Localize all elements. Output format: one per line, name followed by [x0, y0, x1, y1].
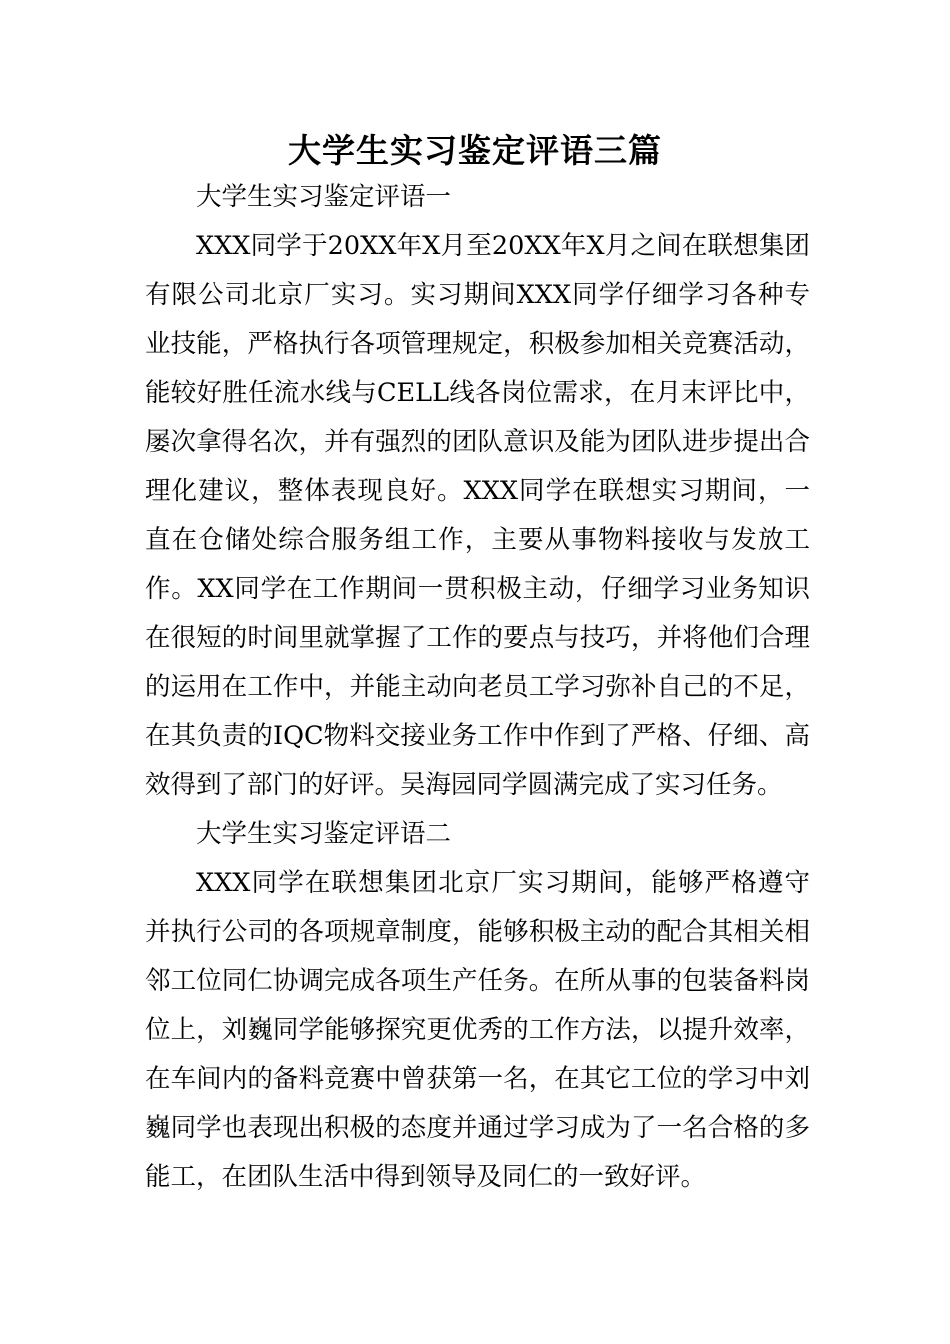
section-body-2: XXX同学在联想集团北京厂实习期间，能够严格遵守并执行公司的各项规章制度，能够积极主动的配合其相关相邻工位同仁协调完成各项生产任务。在所从事的包装备料岗位上，刘巍同学能够探究更优秀的工作方法，以提升效率，在车间内的备料竞赛中曾获第一名，在其它工位的学习中刘巍同学也表现出积极的态度并通过学习成为了一名合格的多能工，在团队生活中得到领导及同仁的一致好评。: [145, 868, 810, 1192]
document-title: 大学生实习鉴定评语三篇: [288, 131, 662, 170]
section-body-1: XXX同学于20XX年X月至20XX年X月之间在联想集团有限公司北京厂实习。实习期间XXX同学仔细学习各种专业技能，严格执行各项管理规定，积极参加相关竞赛活动，能较好胜任流水线与CELL线各岗位需求，在月末评比中，屡次拿得名次，并有强烈的团队意识及能为团队进步提出合理化建议，整体表现良好。XXX同学在联想实习期间，一直在仓储处综合服务组工作，主要从事物料接收与发放工作。XX同学在工作期间一贯积极主动，仔细学习业务知识在很短的时间里就掌握了工作的要点与技巧，并将他们合理的运用在工作中，并能主动向老员工学习弥补自己的不足，在其负责的IQC物料交接业务工作中作到了严格、仔细、高效得到了部门的好评。吴海园同学圆满完成了实习任务。: [145, 231, 810, 800]
section-heading-2: 大学生实习鉴定评语二: [196, 819, 452, 849]
section-heading-1: 大学生实习鉴定评语一: [196, 182, 452, 212]
document-body: [145, 173, 810, 1202]
